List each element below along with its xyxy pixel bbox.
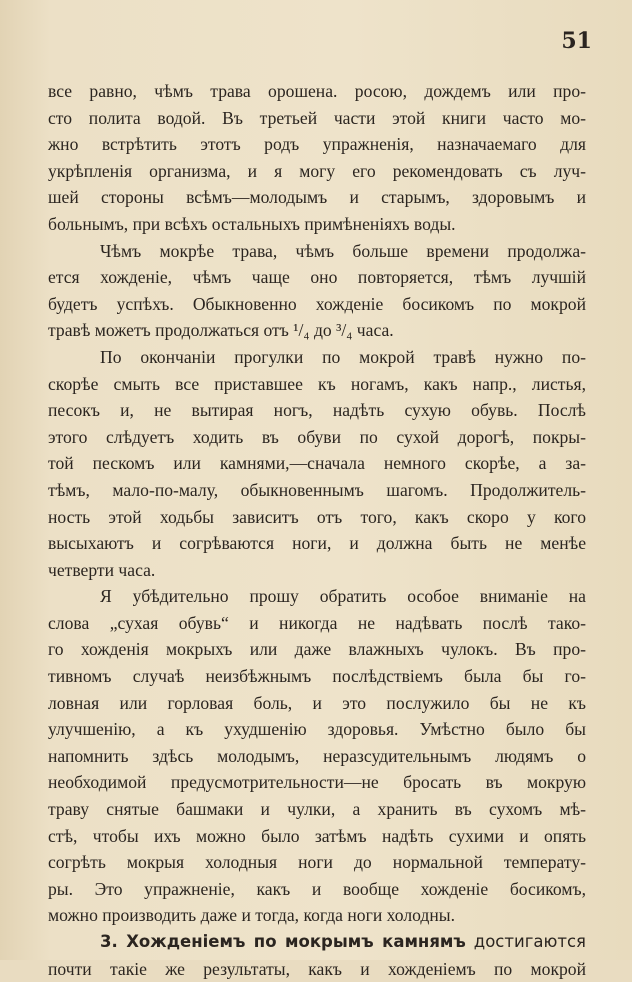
text-line: укрѣпленія организма, и я могу его рекомендовать съ луч- bbox=[48, 160, 586, 181]
text-line: шей стороны всѣмъ—молодымъ и старымъ, здоровымъ и bbox=[48, 187, 586, 208]
text-line: можно производить даже и тогда, когда ноги холодны. bbox=[48, 905, 455, 926]
text-line: будетъ успѣхъ. Обыкновенно хожденіе босикомъ по мокрой bbox=[48, 293, 586, 314]
text-line: Чѣмъ мокрѣе трава, чѣмъ больше времени продолжа- bbox=[100, 240, 586, 261]
text-line: все равно, чѣмъ трава орошена. росою, дождемъ или про- bbox=[48, 81, 586, 101]
text-line: той пескомъ или камнями,—сначала немного скорѣе, а за- bbox=[48, 453, 586, 474]
text-line: го хожденія мокрыхъ или даже влажныхъ чулокъ. Въ про- bbox=[48, 639, 586, 660]
text-line: По окончаніи прогулки по мокрой травѣ нужно по- bbox=[100, 346, 586, 367]
body-text bbox=[48, 78, 586, 982]
text-line: жно встрѣтить этотъ родъ упражненія, назначаемаго для bbox=[48, 134, 586, 155]
text-line: песокъ и, не вытирая ногъ, надѣть сухую обувь. Послѣ bbox=[48, 400, 586, 421]
page-number: 51 bbox=[561, 28, 592, 54]
text-line: тивномъ случаѣ неизбѣжнымъ послѣдствіемъ была бы го- bbox=[48, 666, 586, 687]
section-paragraph bbox=[48, 929, 586, 982]
text-line: необходимой предусмотрительности—не бросать въ мокрую bbox=[48, 772, 586, 793]
text-line: почти такіе же результаты, какъ и хожденіемъ по мокрой bbox=[48, 958, 586, 979]
text-line: тѣмъ, мало-по-малу, обыкновеннымъ шагомъ. Продолжитель- bbox=[48, 479, 586, 500]
text-line bbox=[48, 929, 586, 956]
text-line: сто полита водой. Въ третьей части этой книги часто мо- bbox=[48, 107, 586, 128]
heading-continuation: достигаются bbox=[473, 932, 586, 951]
text-line: ловная или горловая боль, и это послужило бы не къ bbox=[48, 692, 586, 713]
text-line: ность этой ходьбы зависитъ отъ того, какъ скоро у кого bbox=[48, 506, 586, 527]
paragraph bbox=[48, 238, 586, 344]
text-line: Я убѣдительно прошу обратить особое вниманіе на bbox=[100, 586, 586, 607]
text-line: ется хожденіе, чѣмъ чаще оно повторяется, тѣмъ лучшій bbox=[48, 267, 586, 288]
text-line: ры. Это упражненіе, какъ и вообще хожденіе босикомъ, bbox=[48, 878, 586, 899]
text-line: высыхаютъ и согрѣваются ноги, и должна быть не менѣе bbox=[48, 533, 586, 554]
text-line: траву снятые башмаки и чулки, а хранить въ сухомъ мѣ- bbox=[48, 799, 586, 820]
text-line: травѣ можетъ продолжаться отъ ¹/₄ до ³/₄ часа. bbox=[48, 320, 394, 341]
paragraph bbox=[48, 583, 586, 929]
text-line: слова „сухая обувь“ и никогда не надѣвать послѣ тако- bbox=[48, 612, 586, 633]
paragraph bbox=[48, 78, 586, 238]
text-line: четверти часа. bbox=[48, 559, 156, 580]
text-line: напомнить здѣсь молодымъ, неразсудительнымъ людямъ о bbox=[48, 745, 586, 766]
section-heading: 3. Хожденіемъ по мокрымъ камнямъ bbox=[100, 932, 466, 951]
text-line: этого слѣдуетъ ходить въ обуви по сухой дорогѣ, покры- bbox=[48, 426, 586, 447]
text-line: больнымъ, при всѣхъ остальныхъ примѣненіяхъ воды. bbox=[48, 213, 456, 234]
paragraph bbox=[48, 344, 586, 583]
text-line: скорѣе смыть все приставшее къ ногамъ, какъ напр., листья, bbox=[48, 373, 586, 394]
text-line: согрѣть мокрыя холодныя ноги до нормальной температу- bbox=[48, 852, 586, 873]
text-line: стѣ, чтобы ихъ можно было затѣмъ надѣть сухими и опять bbox=[48, 825, 586, 846]
text-line: улучшенію, а къ ухудшенію здоровья. Умѣстно было бы bbox=[48, 719, 586, 740]
